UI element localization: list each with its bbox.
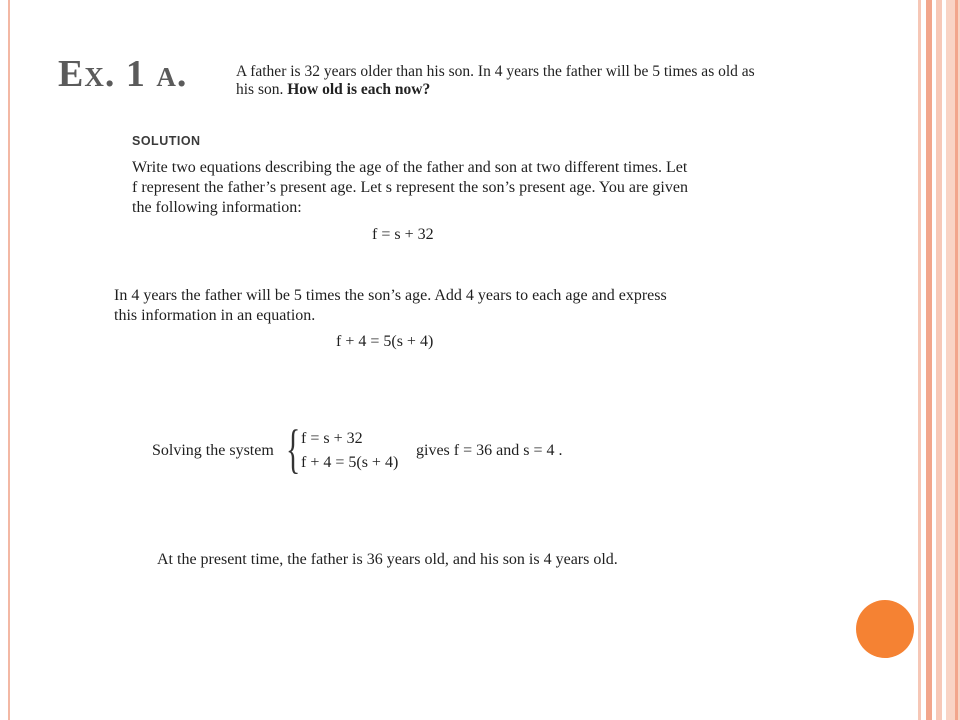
system-result: gives f = 36 and s = 4 . bbox=[416, 442, 563, 459]
system-of-equations bbox=[152, 419, 612, 479]
solution-paragraph-2: In 4 years the father will be 5 times the son’s age. Add 4 years to each age and express this information in an equation. bbox=[114, 287, 667, 324]
decorative-circle bbox=[856, 600, 914, 658]
solution-paragraph-1: Write two equations describing the age of the father and son at two different times. Let f represent the father’s present age. Let s represent the son’s present age. You are given the following information: bbox=[132, 159, 688, 216]
problem-statement bbox=[236, 63, 776, 99]
slide-title: Ex. 1 a. bbox=[58, 53, 188, 95]
right-frame-stripe bbox=[936, 0, 942, 720]
brace-symbol: { bbox=[286, 419, 301, 479]
left-frame-line bbox=[8, 0, 10, 720]
right-frame-stripe bbox=[955, 0, 958, 720]
problem-question: How old is each now? bbox=[287, 81, 431, 98]
problem-text: A father is 32 years older than his son. In 4 years the father will be 5 times as old as his son. bbox=[236, 63, 755, 98]
equation-2: f + 4 = 5(s + 4) bbox=[336, 333, 434, 350]
system-lead-text: Solving the system bbox=[152, 442, 274, 459]
solution-heading: SOLUTION bbox=[132, 134, 201, 148]
conclusion: At the present time, the father is 36 years old, and his son is 4 years old. bbox=[157, 551, 618, 568]
right-frame-stripe bbox=[918, 0, 921, 720]
right-frame-stripe bbox=[926, 0, 932, 720]
system-equation-b: f + 4 = 5(s + 4) bbox=[301, 454, 399, 471]
system-equation-a: f = s + 32 bbox=[301, 430, 363, 447]
equation-1: f = s + 32 bbox=[372, 226, 434, 243]
